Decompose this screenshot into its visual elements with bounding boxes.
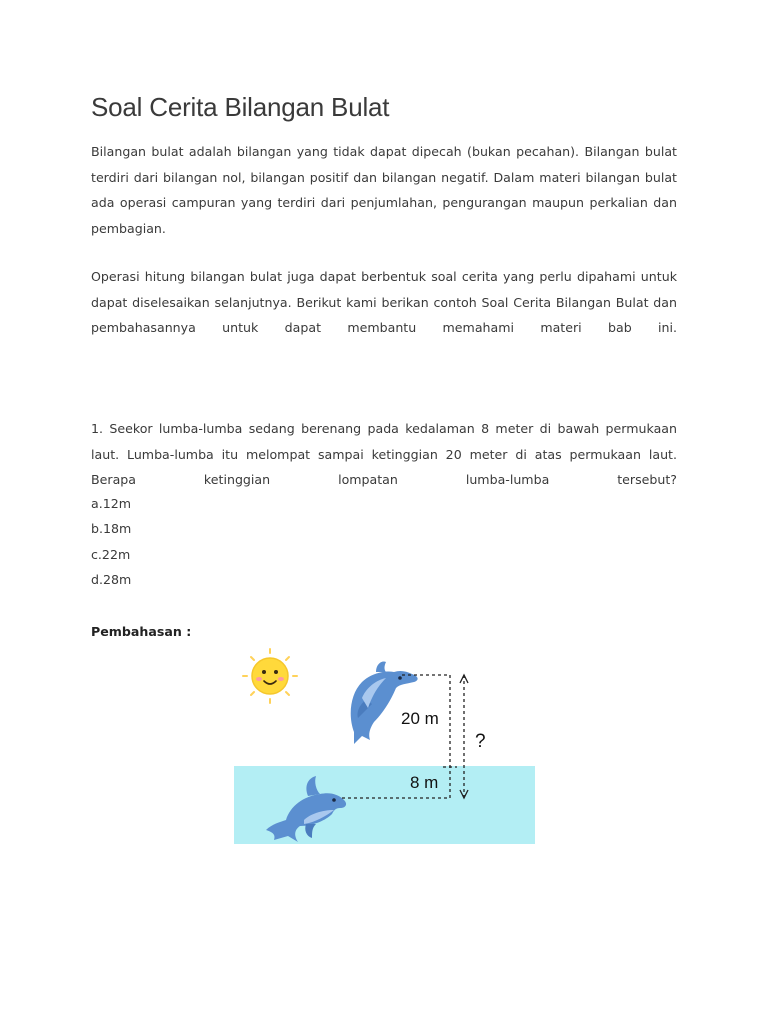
height-label: 20 m xyxy=(401,709,439,728)
option-d: d.28m xyxy=(91,572,132,587)
option-b: b.18m xyxy=(91,521,132,536)
depth-label: 8 m xyxy=(410,773,439,792)
page-title: Soal Cerita Bilangan Bulat xyxy=(91,92,390,122)
option-a: a.12m xyxy=(91,496,132,511)
sun-icon xyxy=(243,649,297,703)
question-text: 1. Seekor lumba-lumba sedang berenang pada kedalaman 8 meter di bawah permukaan laut. Lumba-lumba itu melompat sampai ketinggian 20 meter di atas permukaan laut. Berapa ketinggian lompatan lumba-lumba tersebut? xyxy=(91,421,677,487)
intro-paragraph: Bilangan bulat adalah bilangan yang tidak dapat dipecah (bukan pecahan). Bilangan bulat terdiri dari bilangan nol, bilangan positif dan bilangan negatif. Dalam materi bilangan bulat ada operasi campuran yang terdiri dari penjumlahan, pengurangan maupun perkalian dan pembagian. xyxy=(91,144,677,236)
dolphin-icon xyxy=(351,661,418,744)
dolphin-diagram xyxy=(234,646,536,846)
option-c: c.22m xyxy=(91,547,131,562)
pembahasan-label: Pembahasan : xyxy=(91,624,192,639)
second-paragraph: Operasi hitung bilangan bulat juga dapat berbentuk soal cerita yang perlu dipahami untuk dapat diselesaikan selanjutnya. Berikut kami berikan contoh Soal Cerita Bilangan Bulat dan pembahasannya untuk dapat membantu memahami materi bab ini. xyxy=(91,269,677,335)
explanation-figure xyxy=(234,646,536,846)
unknown-label: ? xyxy=(475,731,486,752)
